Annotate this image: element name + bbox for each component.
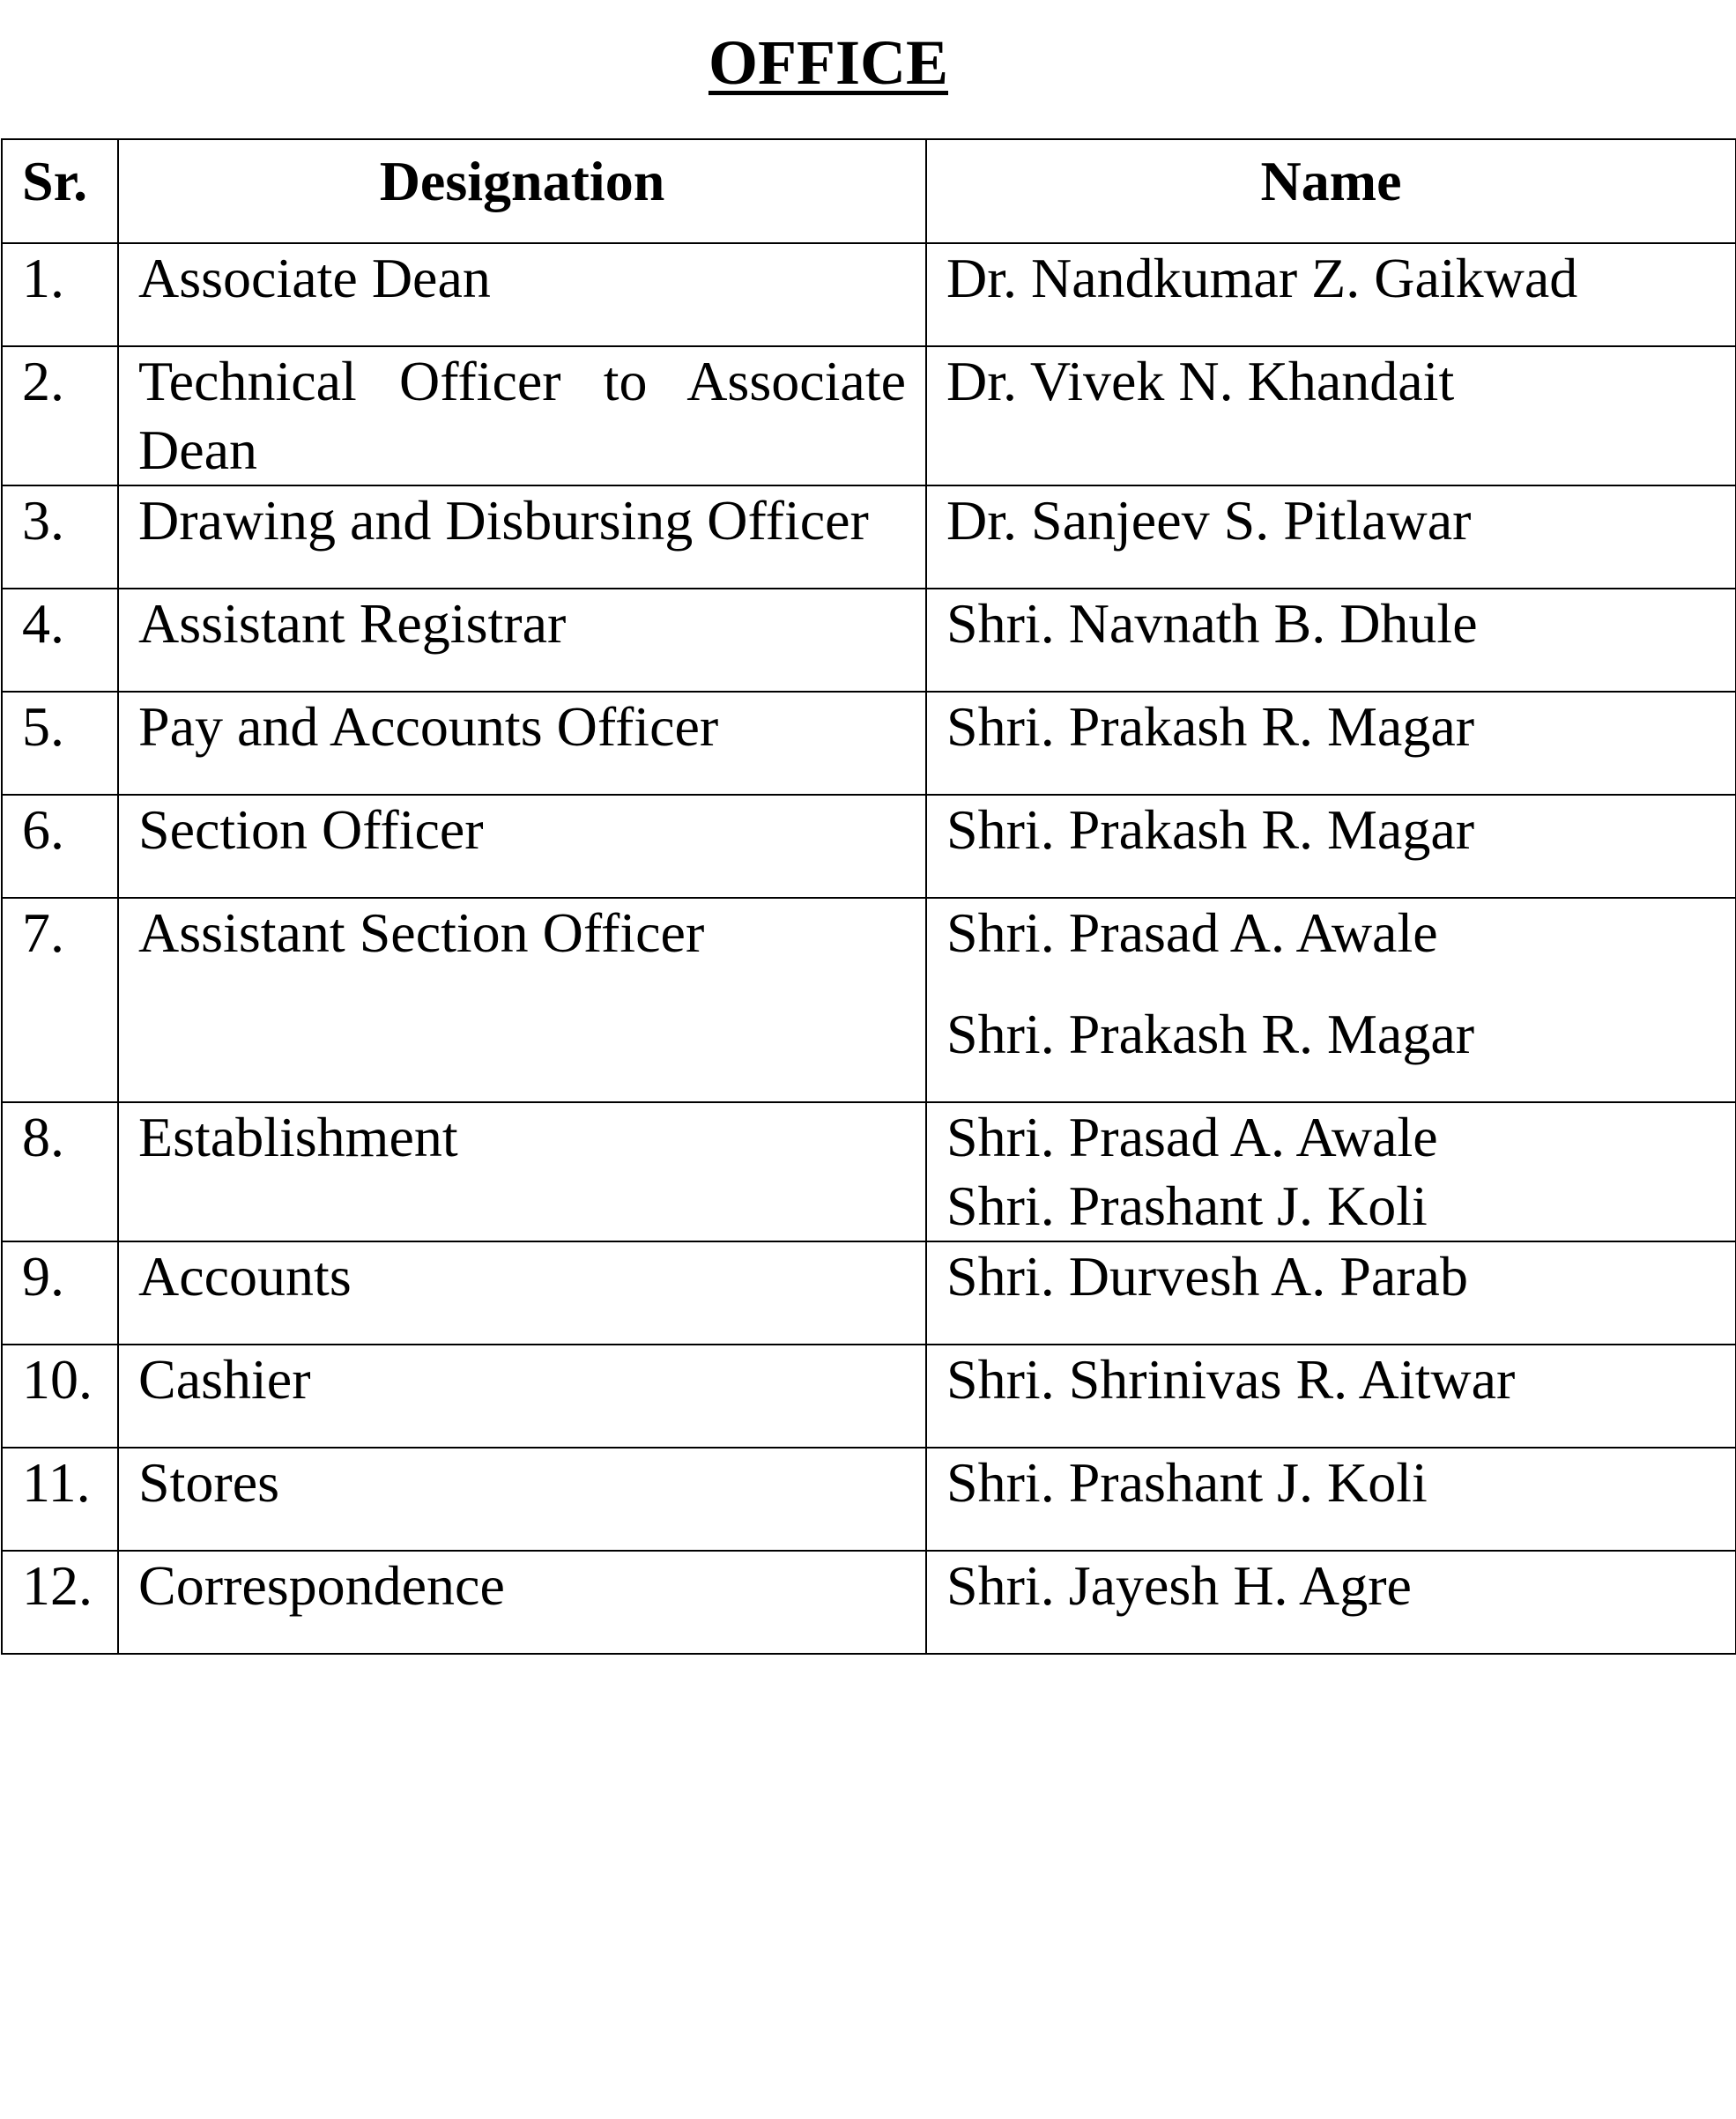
- table-row: [2, 1551, 1736, 1654]
- table-row: [2, 1345, 1736, 1448]
- cell-name: [926, 795, 1736, 898]
- cell-name: [926, 1102, 1736, 1241]
- person-name: Shri. Prakash R. Magar: [946, 695, 1475, 758]
- cell-name: [926, 692, 1736, 795]
- table-row: [2, 243, 1736, 346]
- cell-designation: Associate Dean: [118, 243, 926, 346]
- cell-name: [926, 346, 1736, 485]
- cell-sr: 2.: [2, 346, 118, 485]
- table-row: [2, 1241, 1736, 1345]
- cell-sr: 7.: [2, 898, 118, 1102]
- cell-name: [926, 1551, 1736, 1654]
- person-name: Shri. Prashant J. Koli: [946, 1174, 1428, 1237]
- table-row: [2, 898, 1736, 1102]
- cell-sr: 6.: [2, 795, 118, 898]
- table-row: [2, 485, 1736, 589]
- cell-name: [926, 243, 1736, 346]
- cell-designation: Establishment: [118, 1102, 926, 1241]
- cell-name: [926, 485, 1736, 589]
- cell-designation: Cashier: [118, 1345, 926, 1448]
- cell-name: [926, 898, 1736, 1102]
- person-name: Shri. Jayesh H. Agre: [946, 1554, 1412, 1617]
- person-name: Shri. Shrinivas R. Aitwar: [946, 1348, 1516, 1411]
- cell-designation: Correspondence: [118, 1551, 926, 1654]
- cell-sr: 1.: [2, 243, 118, 346]
- table-row: [2, 795, 1736, 898]
- person-name: Shri. Prasad A. Awale: [946, 901, 1438, 964]
- person-name: Shri. Prashant J. Koli: [946, 1451, 1428, 1514]
- person-name: Shri. Navnath B. Dhule: [946, 592, 1478, 655]
- cell-sr: 11.: [2, 1448, 118, 1551]
- cell-name: [926, 1345, 1736, 1448]
- header-name: Name: [926, 139, 1736, 243]
- cell-name: [926, 589, 1736, 692]
- table-row: [2, 1102, 1736, 1241]
- person-name: Dr. Sanjeev S. Pitlawar: [946, 489, 1472, 552]
- cell-sr: 8.: [2, 1102, 118, 1241]
- person-name: Dr. Vivek N. Khandait: [946, 350, 1455, 412]
- cell-sr: 12.: [2, 1551, 118, 1654]
- table-header-row: [2, 139, 1736, 243]
- office-staff-table: [1, 138, 1736, 1655]
- header-sr: Sr.: [2, 139, 118, 243]
- cell-sr: 5.: [2, 692, 118, 795]
- person-name: Shri. Prakash R. Magar: [946, 1003, 1475, 1065]
- cell-designation: Assistant Section Officer: [118, 898, 926, 1102]
- person-name: Dr. Nandkumar Z. Gaikwad: [946, 247, 1578, 309]
- table-body: [2, 243, 1736, 1654]
- cell-sr: 9.: [2, 1241, 118, 1345]
- cell-designation: Pay and Accounts Officer: [118, 692, 926, 795]
- table-row: [2, 346, 1736, 485]
- cell-name: [926, 1241, 1736, 1345]
- page-title: OFFICE: [708, 27, 948, 98]
- person-name: Shri. Prakash R. Magar: [946, 798, 1475, 861]
- cell-designation: Stores: [118, 1448, 926, 1551]
- person-name: Shri. Prasad A. Awale: [946, 1106, 1438, 1168]
- table-row: [2, 692, 1736, 795]
- cell-designation: Section Officer: [118, 795, 926, 898]
- cell-designation: Accounts: [118, 1241, 926, 1345]
- person-name: Shri. Durvesh A. Parab: [946, 1245, 1468, 1308]
- cell-designation: Technical Officer to Associate Dean: [118, 346, 926, 485]
- table-row: [2, 1448, 1736, 1551]
- cell-designation: Assistant Registrar: [118, 589, 926, 692]
- cell-sr: 4.: [2, 589, 118, 692]
- cell-designation: Drawing and Disbursing Officer: [118, 485, 926, 589]
- table-row: [2, 589, 1736, 692]
- cell-name: [926, 1448, 1736, 1551]
- header-designation: Designation: [118, 139, 926, 243]
- cell-sr: 3.: [2, 485, 118, 589]
- cell-sr: 10.: [2, 1345, 118, 1448]
